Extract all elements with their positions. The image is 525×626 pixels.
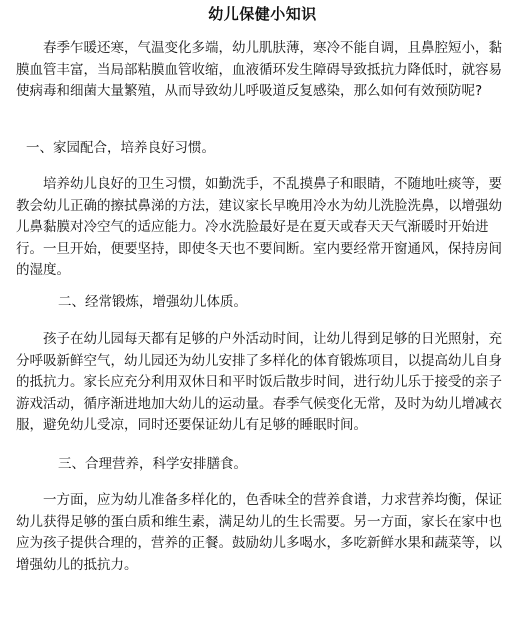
section-2-heading: 二、经常锻炼，增强幼儿体质。: [58, 294, 247, 310]
section-2-body: 孩子在幼儿园每天都有足够的户外活动时间，让幼儿得到足够的日光照射，充分呼吸新鲜空气，幼儿园还为幼儿安排了多样化的体育锻炼项目，以提高幼儿自身的抵抗力。家长应充分利用双休日和平时饭后散步时间，进行幼儿乐于接受的亲子游戏活动，循序渐进地加大幼儿的运动量。春季气候变化无常，及时为幼儿增减衣服，避免幼儿受凉，同时还要保证幼儿有足够的睡眠时间。: [16, 331, 502, 433]
document-title: 幼儿保健小知识: [208, 5, 317, 23]
section-1-heading: 一、家园配合，培养良好习惯。: [26, 140, 215, 156]
section-3-heading: 三、合理营养，科学安排膳食。: [58, 456, 247, 472]
section-1-body: 培养幼儿良好的卫生习惯，如勤洗手，不乱摸鼻子和眼睛，不随地吐痰等，要教会幼儿正确的擦拭鼻涕的方法，建议家长早晚用冷水为幼儿洗脸洗鼻，以增强幼儿鼻黏膜对冷空气的适应能力。冷水洗脸最好是在夏天或春天天气渐暖时开始进行。一旦开始，便要坚持，即使冬天也不要间断。室内要经常开窗通风，保持房间的湿度。: [16, 176, 502, 278]
intro-paragraph: 春季乍暖还寒，气温变化多端，幼儿肌肤薄，寒冷不能自调，且鼻腔短小，黏膜血管丰富，当局部粘膜血管收缩，血液循环发生障碍导致抵抗力降低时，就容易使病毒和细菌大量繁殖，从而导致幼儿呼吸道反复感染，那么如何有效预防呢?: [16, 40, 502, 99]
section-3-body: 一方面，应为幼儿准备多样化的，色香味全的营养食谱，力求营养均衡，保证幼儿获得足够的蛋白质和维生素，满足幼儿的生长需要。另一方面，家长在家中也应为孩子提供合理的，营养的正餐。鼓励幼儿多喝水，多吃新鲜水果和蔬菜等，以增强幼儿的抵抗力。: [16, 492, 502, 573]
